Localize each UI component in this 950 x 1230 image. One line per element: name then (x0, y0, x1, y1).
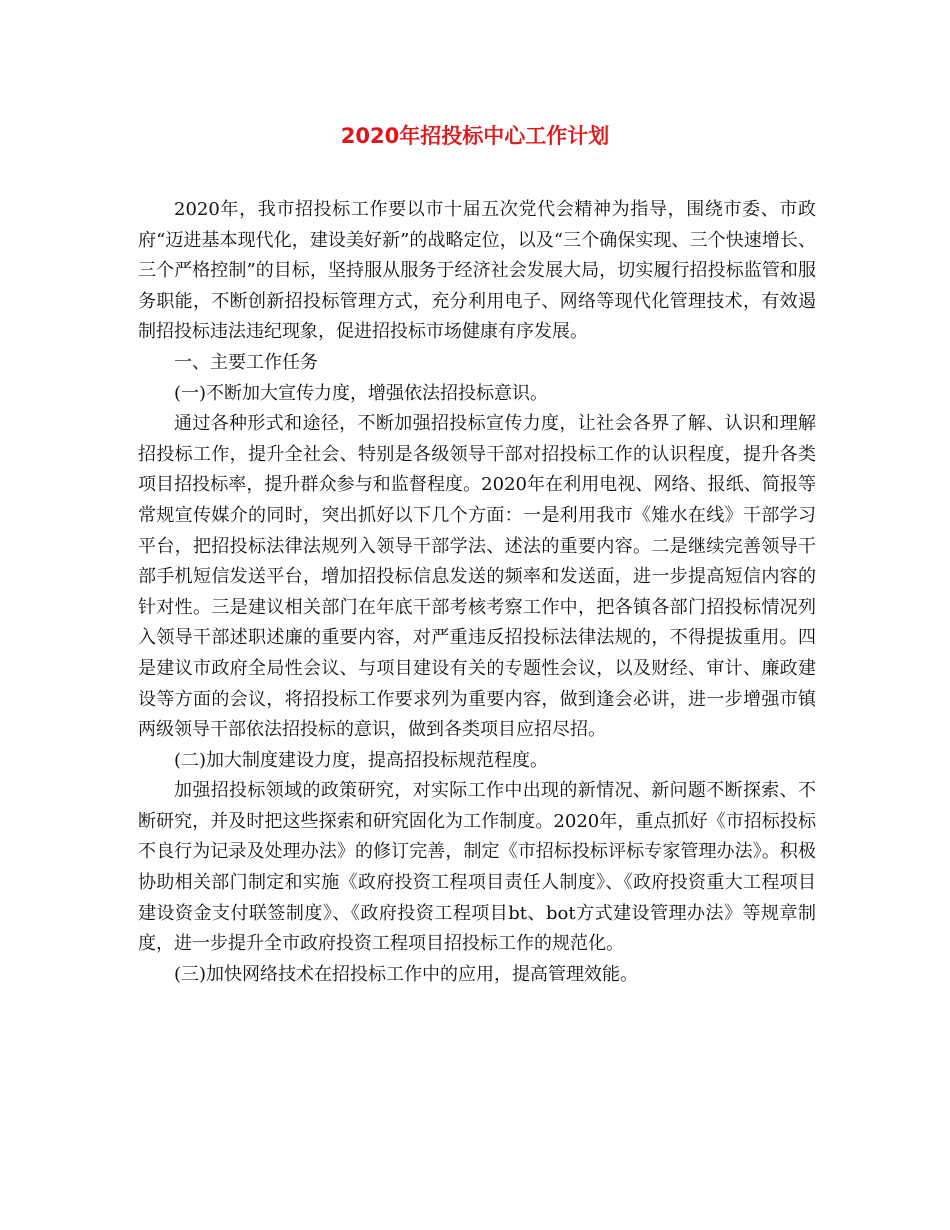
subsection-1-paragraph: 通过各种形式和途径，不断加强招投标宣传力度，让社会各界了解、认识和理解招投标工作，提升全社会、特别是各级领导干部对招投标工作的认识程度，提升各类项目招投标率，提升群众参与和监督程度。2020年在利用电视、网络、报纸、简报等常规宣传媒介的同时，突出抓好以下几个方面：一是利用我市《雉水在线》干部学习平台，把招投标法律法规列入领导干部学法、述法的重要内容。二是继续完善领导干部手机短信发送平台，增加招投标信息发送的频率和发送面，进一步提高短信内容的针对性。三是建议相关部门在年底干部考核考察工作中，把各镇各部门招投标情况列入领导干部述职述廉的重要内容，对严重违反招投标法律法规的，不得提拔重用。四是建议市政府全局性会议、与项目建设有关的专题性会议，以及财经、审计、廉政建设等方面的会议，将招投标工作要求列为重要内容，做到逢会必讲，进一步增强市镇两级领导干部依法招投标的意识，做到各类项目应招尽招。 (138, 413, 816, 741)
subsection-heading-3: (三)加快网络技术在招投标工作中的应用，提高管理效能。 (174, 963, 639, 985)
subsection-heading-1: (一)不断加大宣传力度，增强依法招投标意识。 (174, 382, 549, 404)
subsection-heading-2: (二)加大制度建设力度，提高招投标规范程度。 (174, 749, 549, 771)
document-body (138, 195, 816, 990)
section-heading-main-tasks: 一、主要工作任务 (174, 351, 318, 373)
subsection-2-paragraph: 加强招投标领域的政策研究，对实际工作中出现的新情况、新问题不断探索、不断研究，并及时把这些探索和研究固化为工作制度。2020年，重点抓好《市招标投标不良行为记录及处理办法》的修订完善，制定《市招标投标评标专家管理办法》。积极协助相关部门制定和实施《政府投资工程项目责任人制度》、《政府投资重大工程项目建设资金支付联签制度》、《政府投资工程项目bt、bot方式建设管理办法》等规章制度，进一步提升全市政府投资工程项目招投标工作的规范化。 (138, 780, 816, 955)
document-title: 2020年招投标中心工作计划 (340, 124, 610, 148)
intro-paragraph: 2020年，我市招投标工作要以市十届五次党代会精神为指导，围绕市委、市政府“迈进基本现代化，建设美好新”的战略定位，以及“三个确保实现、三个快速增长、三个严格控制”的目标，坚持服从服务于经济社会发展大局，切实履行招投标监管和服务职能，不断创新招投标管理方式，充分利用电子、网络等现代化管理技术，有效遏制招投标违法违纪现象，促进招投标市场健康有序发展。 (138, 199, 816, 343)
